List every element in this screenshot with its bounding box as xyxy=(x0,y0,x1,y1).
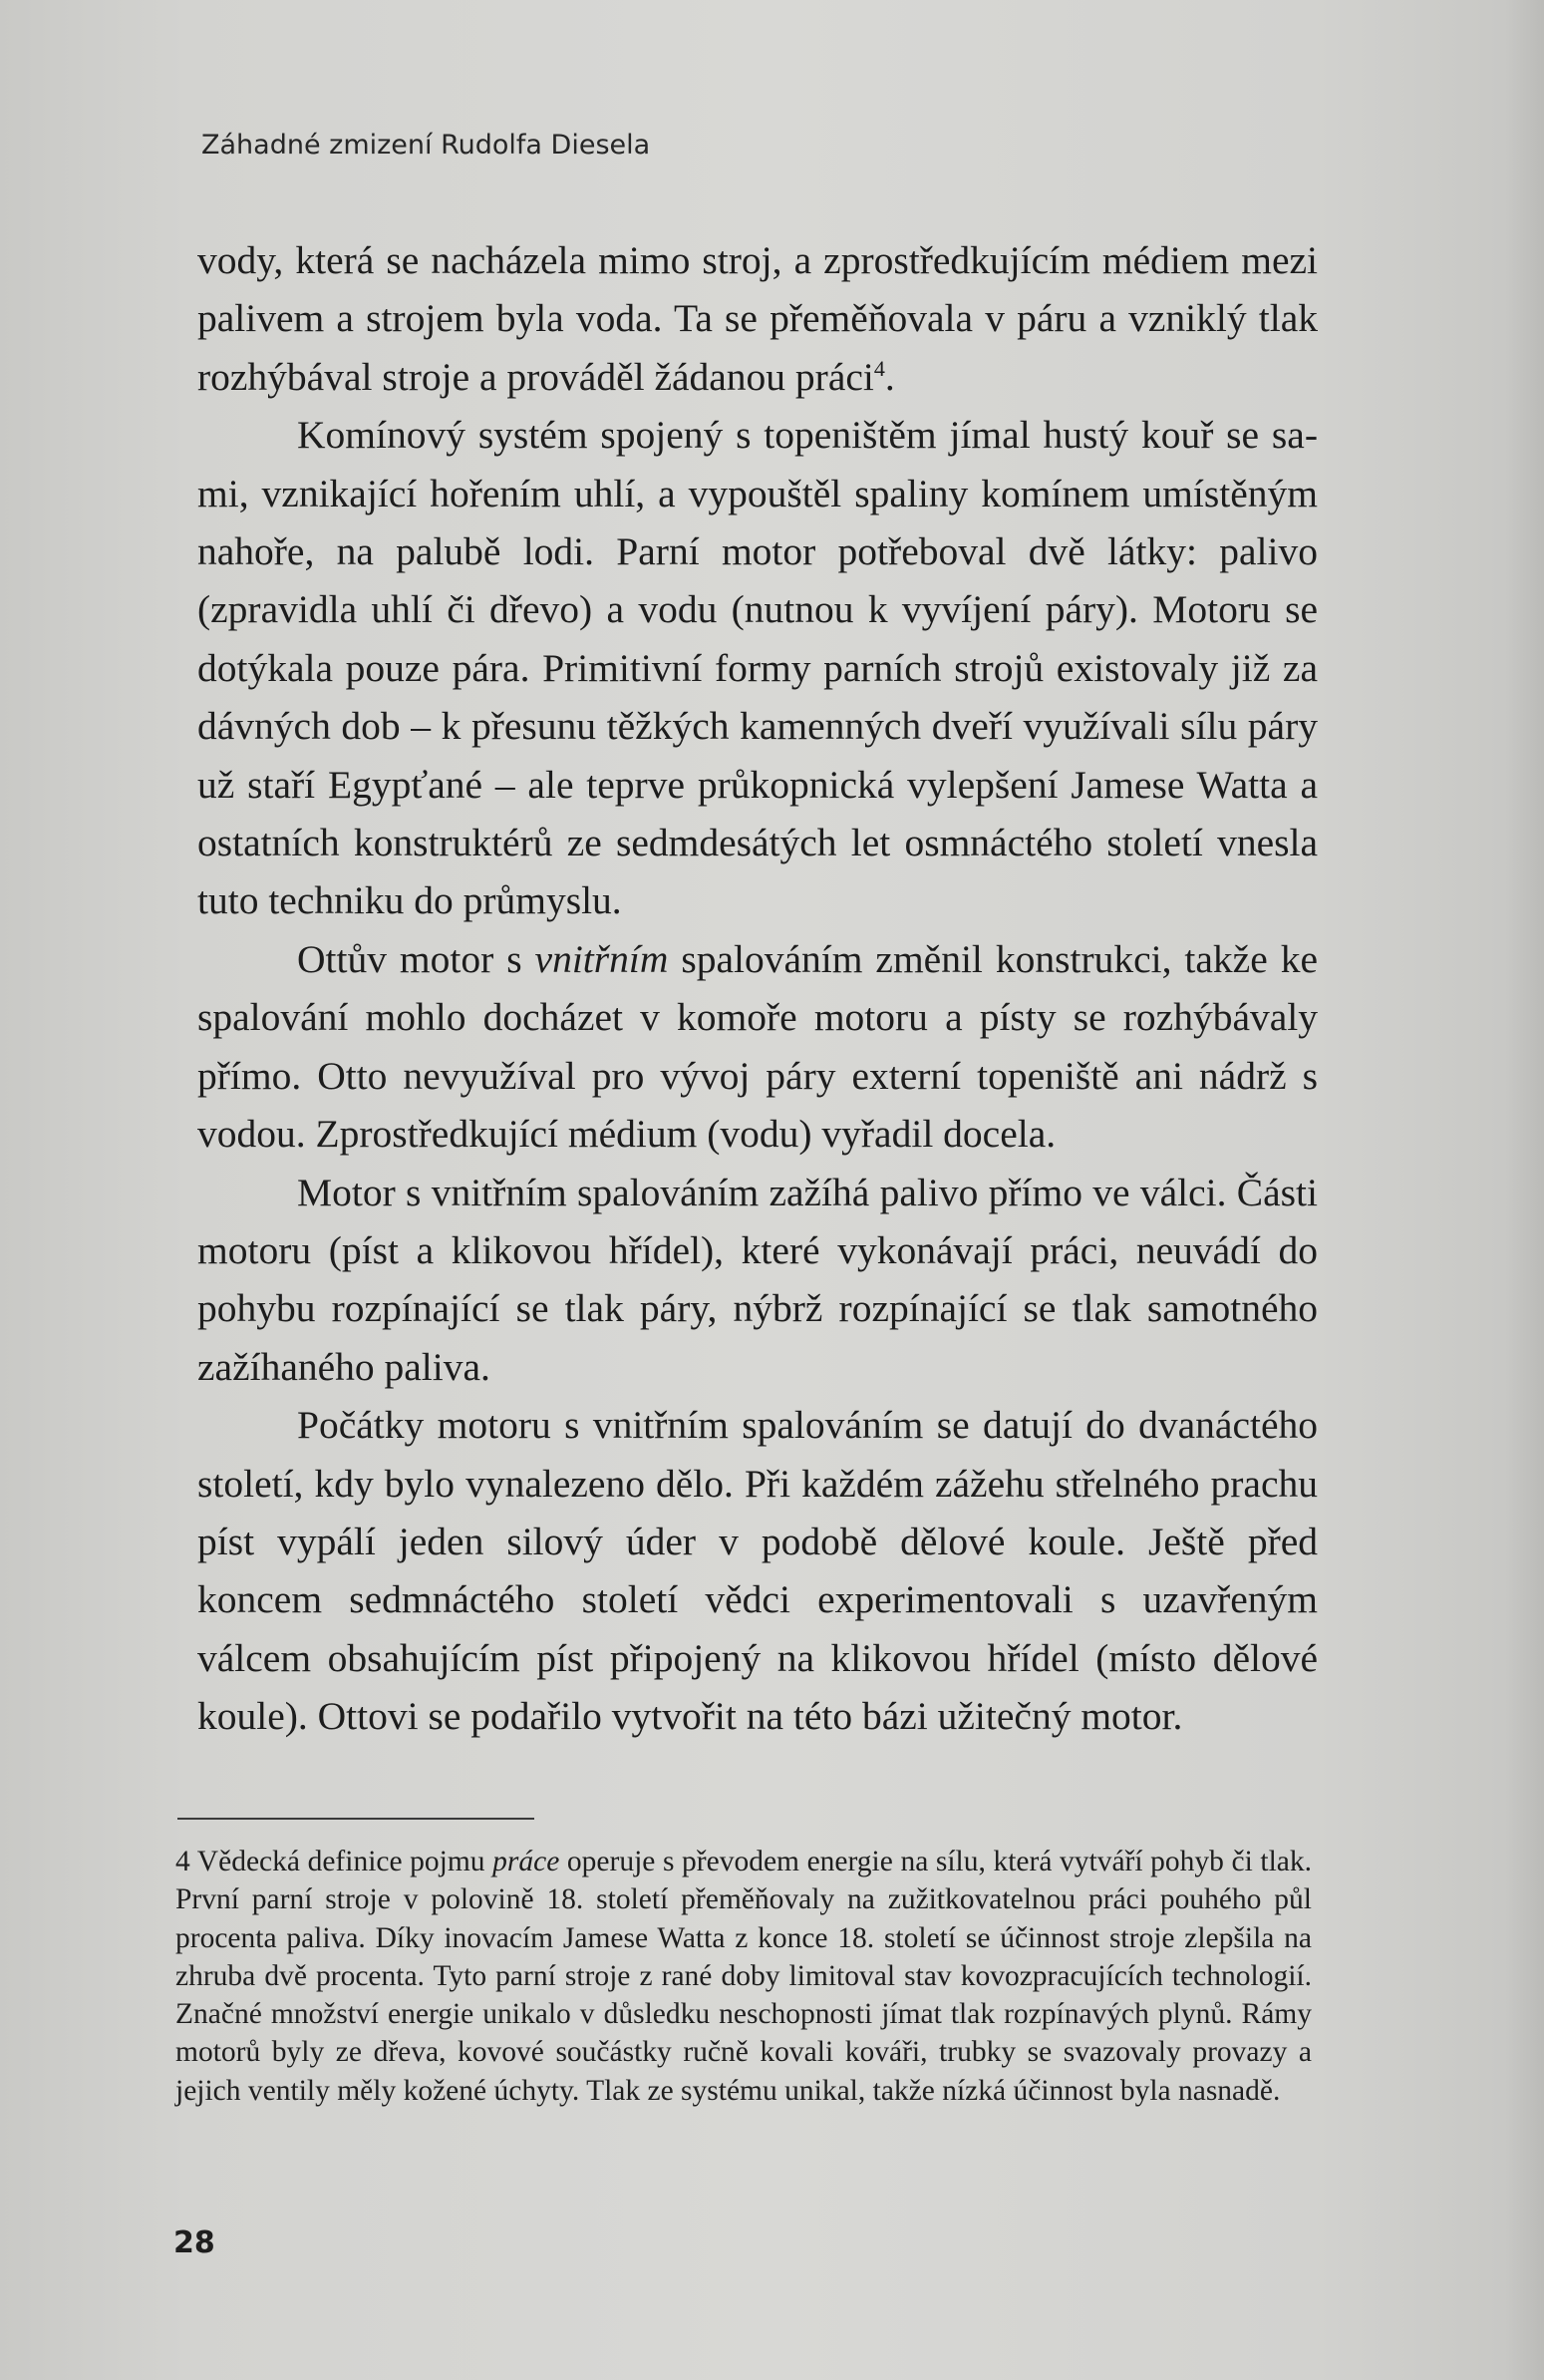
italic-emphasis: vnitřním xyxy=(534,936,669,981)
page-edge-shadow xyxy=(1504,0,1544,2380)
footnote-divider xyxy=(177,1818,534,1820)
paragraph-3: Ottův motor s vnitřním spalováním změnil konstrukci, takže ke spalování mohlo docházet v komoře motoru a písty se rozhýbávaly přímo. Otto nevyužíval pro vývoj páry externí topeniště ani nádrž s vodou. Zprostředkující médium (vodu) vyřadil docela. xyxy=(197,936,1318,1157)
footnote-italic: práce xyxy=(492,1846,560,1877)
paragraph-5: Počátky motoru s vnitřním spalováním se datují do dvanáctého století, kdy bylo vynalezeno dělo. Při každém zážehu střelného prachu píst vypálí jeden silový úder v podobě dělové koule. Ještě před koncem sedmnáctého století vědci experimentovali s uzavřeným válcem obsahujícím píst připojený na klikovou hřídel (místo dělové koule). Ottovi se podařilo vytvořit na této bázi užitečný motor. xyxy=(197,1403,1318,1739)
footnote-number: 4 xyxy=(175,1846,190,1877)
paragraph-4: Motor s vnitřním spalováním zažíhá palivo přímo ve válci. Části motoru (píst a klikovou hřídel), které vykonávají práci, neuvádí do pohybu rozpínající se tlak páry, nýbrž rozpínající se tlak samotného zažíhaného paliva. xyxy=(197,1170,1318,1389)
paragraph-1: vody, která se nacházela mimo stroj, a zprostředkujícím médiem mezi palivem a strojem byla voda. Ta se přeměňovala v páru a vzniklý tlak rozhýbával stroje a prováděl žádanou práci$^4$. xyxy=(197,238,1318,399)
running-head: Záhadné zmizení Rudolfa Diesela xyxy=(201,130,651,161)
footnote: 4 Vědecká definice pojmu práce operuje s převodem energie na sílu, která vytváří pohyb či tlak. První parní stroje v polovině 18. století přeměňovaly na zužitkovatelnou práci pouhého půl procenta paliva. Díky inovacím Jamese Watta z konce 18. století se účinnost stroje zlepšila na zhruba dvě procenta. Tyto parní stroje z rané doby limitoval stav kovozpracujících technologií. Značné množství energie unikalo v důsledku neschopnosti jímat tlak rozpínavých plynů. Rámy motorů byly ze dřeva, kovové součástky ručně kovali kováři, trubky se svazovaly provazy a jejich ventily měly kožené úchyty. Tlak ze systému unikal, takže nízká účinnost byla nasnadě. xyxy=(175,1846,1312,2107)
paragraph-2: Komínový systém spojený s topeništěm jímal hustý kouř se sami, vznikající hořením uhlí, a vypouštěl spaliny komínem umístěným nahoře, na palubě lodi. Parní motor potřeboval dvě látky: palivo (zpravidla uhlí či dřevo) a vodu (nutnou k vyvíjení páry). Motoru se dotýkala pouze pára. Primitivní formy parních strojů existovaly již za dávných dob – k přesunu těžkých kamenných dveří využívali sílu páry už staří Egypťané – ale teprve průkopnická vylepšení Jamese Watta a ostatních konstruktérů ze sedmdesátých let osmnáctého století vnesla tuto techniku do průmyslu. xyxy=(197,413,1318,923)
page-number: 28 xyxy=(173,2225,215,2260)
footnote-reference[interactable]: 4 xyxy=(873,355,885,381)
body-text xyxy=(197,231,1318,1746)
